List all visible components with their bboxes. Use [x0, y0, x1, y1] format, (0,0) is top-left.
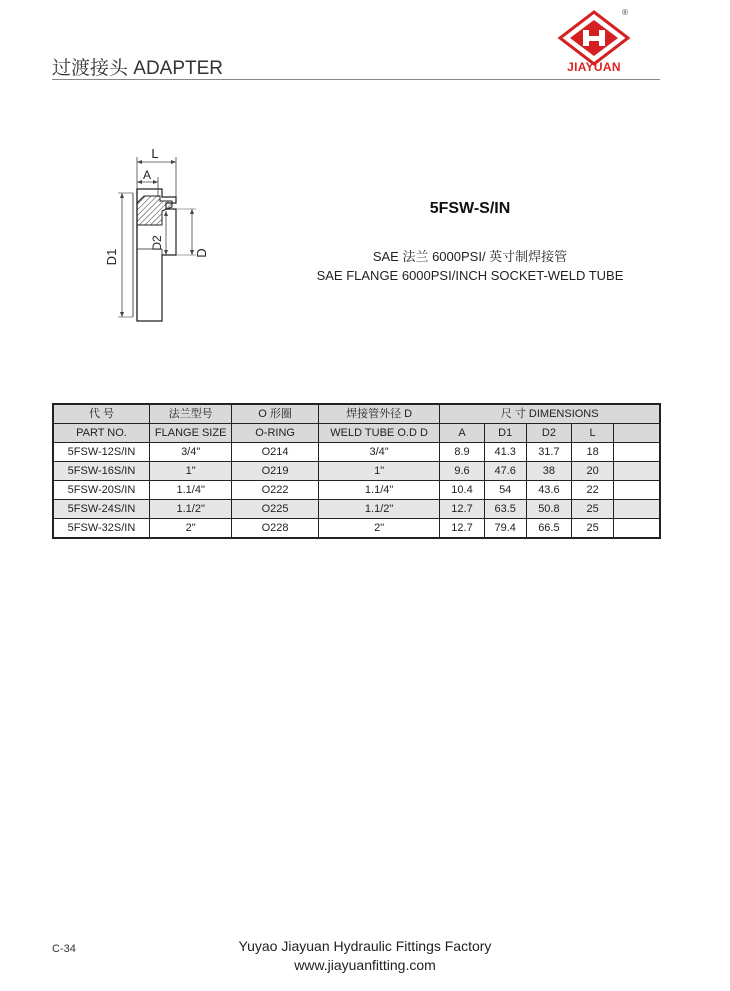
cell-l: 22: [572, 481, 614, 500]
cell-extra: [614, 481, 660, 500]
cell-o-ring: O222: [232, 481, 318, 500]
cell-d1: 63.5: [484, 500, 526, 519]
brand-name: JIAYUAN: [567, 60, 621, 74]
cell-weld-tube: 3/4": [318, 443, 440, 462]
cell-part-no: 5FSW-16S/IN: [53, 462, 149, 481]
cell-d2: 31.7: [526, 443, 571, 462]
table-row: [53, 481, 660, 500]
label-D2: D2: [150, 235, 164, 251]
table-row: [53, 462, 660, 481]
page-title: 过渡接头 ADAPTER: [52, 58, 224, 79]
cell-flange-size: 1.1/2": [149, 500, 231, 519]
cell-d1: 41.3: [484, 443, 526, 462]
col-o-ring: O-RING: [232, 424, 318, 443]
table-header-cn: [53, 404, 660, 424]
col-a: A: [440, 424, 484, 443]
cell-flange-size: 1.1/4": [149, 481, 231, 500]
cell-extra: [614, 443, 660, 462]
col-part-no: PART NO.: [53, 424, 149, 443]
cell-o-ring: O225: [232, 500, 318, 519]
table-row: [53, 443, 660, 462]
col-l: L: [572, 424, 614, 443]
cell-d2: 66.5: [526, 519, 571, 539]
cell-flange-size: 2": [149, 519, 231, 539]
registered-mark: ®: [622, 8, 628, 17]
label-A: A: [142, 168, 152, 182]
product-description-cn: SAE 法兰 6000PSI/ 英寸制焊接管: [372, 249, 568, 264]
footer-company: Yuyao Jiayuan Hydraulic Fittings Factory: [238, 938, 492, 954]
cell-a: 12.7: [440, 500, 484, 519]
cell-l: 25: [572, 519, 614, 539]
cell-o-ring: O219: [232, 462, 318, 481]
cell-weld-tube: 1": [318, 462, 440, 481]
cell-weld-tube: 2": [318, 519, 440, 539]
cell-d1: 47.6: [484, 462, 526, 481]
label-D: D: [194, 248, 209, 258]
page-number: C-34: [52, 943, 76, 955]
cell-d1: 79.4: [484, 519, 526, 539]
cell-weld-tube: 1.1/4": [318, 481, 440, 500]
cell-a: 10.4: [440, 481, 484, 500]
label-D1: D1: [104, 248, 119, 266]
adapter-drawing: [100, 145, 230, 325]
cell-part-no: 5FSW-12S/IN: [53, 443, 149, 462]
col-weld-tube: WELD TUBE O.D D: [318, 424, 440, 443]
cell-extra: [614, 500, 660, 519]
cell-l: 20: [572, 462, 614, 481]
table-header-en: [53, 424, 660, 443]
cell-d2: 50.8: [526, 500, 571, 519]
product-model: 5FSW-S/IN: [429, 200, 511, 217]
cell-extra: [614, 519, 660, 539]
col-d2: D2: [526, 424, 571, 443]
cell-o-ring: O214: [232, 443, 318, 462]
cell-a: 12.7: [440, 519, 484, 539]
col-extra: [614, 424, 660, 443]
cell-part-no: 5FSW-24S/IN: [53, 500, 149, 519]
col-d1: D1: [484, 424, 526, 443]
cell-part-no: 5FSW-20S/IN: [53, 481, 149, 500]
col-flange-size: FLANGE SIZE: [149, 424, 231, 443]
cell-d1: 54: [484, 481, 526, 500]
header-divider: [52, 79, 660, 80]
label-L: L: [151, 146, 159, 161]
cell-d2: 43.6: [526, 481, 571, 500]
col-dimensions: 尺 寸 DIMENSIONS: [440, 404, 660, 424]
col-part-no-cn: 代 号: [53, 404, 149, 424]
table-row: [53, 519, 660, 539]
cell-part-no: 5FSW-32S/IN: [53, 519, 149, 539]
footer-url: www.jiayuanfitting.com: [294, 957, 436, 973]
col-o-ring-cn: O 形圈: [232, 404, 318, 424]
cell-a: 9.6: [440, 462, 484, 481]
cell-d2: 38: [526, 462, 571, 481]
product-description-en: SAE FLANGE 6000PSI/INCH SOCKET-WELD TUBE: [316, 268, 624, 283]
cell-weld-tube: 1.1/2": [318, 500, 440, 519]
col-weld-tube-cn: 焊接管外径 D: [318, 404, 440, 424]
cell-flange-size: 1": [149, 462, 231, 481]
cell-l: 25: [572, 500, 614, 519]
col-flange-size-cn: 法兰型号: [149, 404, 231, 424]
cell-flange-size: 3/4": [149, 443, 231, 462]
table-row: [53, 500, 660, 519]
cell-extra: [614, 462, 660, 481]
cell-a: 8.9: [440, 443, 484, 462]
cell-l: 18: [572, 443, 614, 462]
cell-o-ring: O228: [232, 519, 318, 539]
spec-table: [52, 403, 661, 539]
